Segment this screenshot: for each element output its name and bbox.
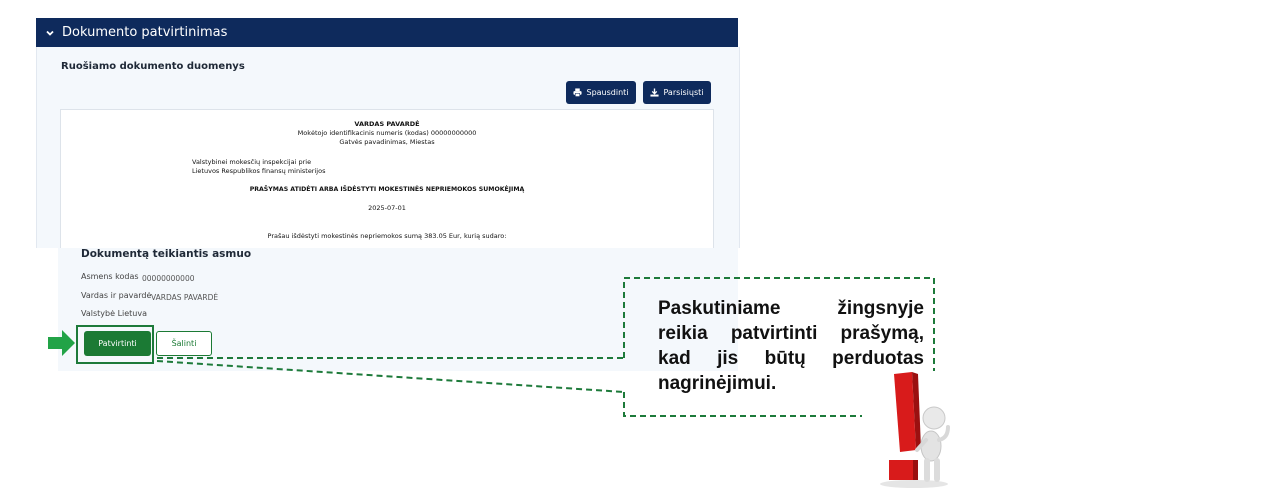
name-label: Vardas ir pavardė bbox=[81, 291, 152, 300]
code-label: Asmens kodas bbox=[81, 272, 139, 281]
country-label: Valstybė bbox=[81, 309, 116, 318]
doc-payer-id-label: Mokėtojo identifikacinis numeris (kodas) bbox=[297, 129, 429, 137]
print-button-label: Spausdinti bbox=[586, 88, 629, 97]
section-title: Ruošiamo dokumento duomenys bbox=[61, 61, 245, 72]
panel-title: Dokumento patvirtinimas bbox=[62, 25, 228, 40]
doc-date: 2025-07-01 bbox=[368, 204, 406, 212]
submitter-title: Dokumentą teikiantis asmuo bbox=[81, 248, 252, 260]
doc-payer-id: 00000000000 bbox=[430, 129, 477, 137]
delete-button[interactable]: Šalinti bbox=[156, 331, 212, 356]
name-value: VARDAS PAVARDĖ bbox=[151, 293, 219, 302]
code-value: 00000000000 bbox=[142, 274, 195, 283]
doc-heading: PRAŠYMAS ATIDĖTI ARBA IŠDĖSTYTI MOKESTINĖS NEPRIEMOKOS SUMOKĖJIMĄ bbox=[249, 186, 525, 193]
confirm-button[interactable]: Patvirtinti bbox=[84, 331, 151, 356]
country-value: Lietuva bbox=[117, 309, 148, 318]
callout-text: Paskutiniame žingsnyje reikia patvirtinti prašymą, kad jis būtų perduotas nagrinėjimui. bbox=[658, 298, 924, 394]
green-arrow-icon bbox=[48, 330, 75, 356]
doc-body-line: Prašau išdėstyti mokestinės nepriemokos sumą 383.05 Eur, kurią sudaro: bbox=[267, 232, 507, 240]
doc-recipient-1: Valstybinei mokesčių inspekcijai prie bbox=[192, 158, 312, 166]
download-button-label: Parsisiųsti bbox=[663, 88, 704, 97]
doc-name: VARDAS PAVARDĖ bbox=[354, 120, 420, 128]
doc-address: Gatvės pavadinimas, Miestas bbox=[339, 138, 435, 146]
doc-recipient-2: Lietuvos Respublikos finansų ministerijos bbox=[192, 167, 326, 175]
